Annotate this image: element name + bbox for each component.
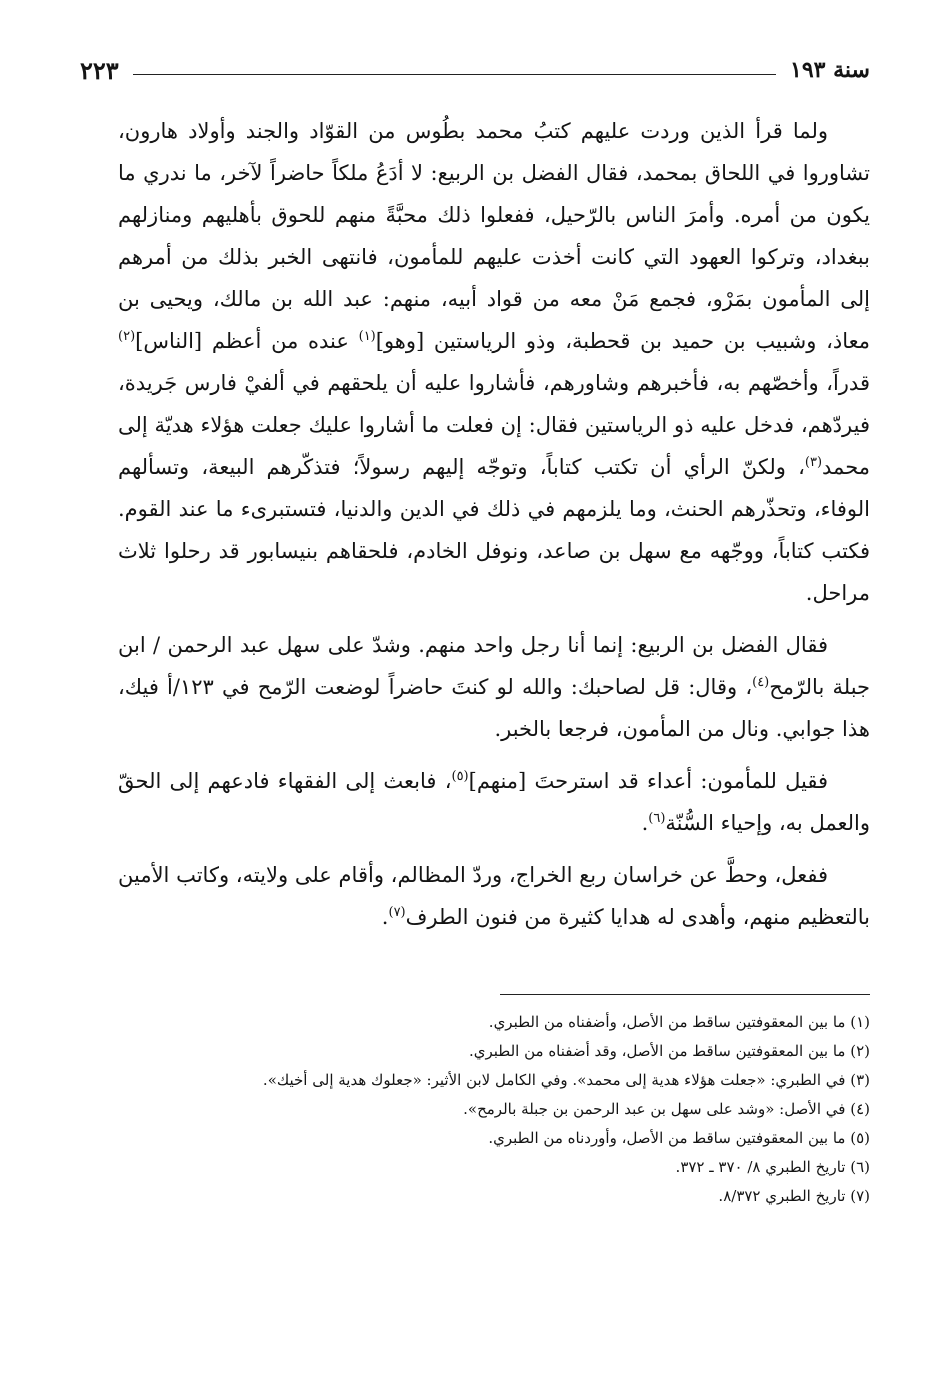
text-segment: عنده من أعظم [الناس] (135, 329, 349, 353)
footnote-3: (٣) في الطبري: «جعلت هؤلاء هدية إلى محمد». وفي الكامل لابن الأثير: «جعلوك هدية إلى أخيك». (262, 1071, 870, 1089)
main-text (118, 110, 870, 938)
text-segment: ، فابعث إلى الفقهاء فادعهم إلى الحقّ والعمل به، وإحياء السُّنّة (118, 769, 870, 835)
text-segment: . (641, 811, 649, 835)
footnote-5: (٥) ما بين المعقوفتين ساقط من الأصل، وأوردناه من الطبري. (488, 1129, 870, 1147)
running-header (80, 50, 870, 90)
text-segment: قدراً، وأخصّهم به، فأخبرهم وشاورهم، فأشاروا عليه أن يلحقهم في ألفيْ فارس جَريدة، فيردّهم، فدخل عليه ذو الرياستين فقال: إن فعلت ما أشاروا عليك جعلت هؤلاء هديّة إلى محمد (118, 371, 870, 479)
header-rule (133, 74, 776, 75)
footnote-rule (500, 994, 870, 995)
footnotes (160, 1008, 870, 1211)
text-segment: . (381, 905, 389, 929)
note-mark: (٦) (648, 811, 666, 826)
text-segment: ، ولكنّ الرأي أن تكتب كتاباً، وتوجّه إليهم رسولاً؛ فتذكّرهم البيعة، وتسألهم الوفاء، وتحذّرهم الحنث، وما يلزمهم في ذلك في الدين والدنيا، فتستبرىء ما عند القوم. فكتب كتاباً، ووجّهه مع سهل بن صاعد، ونوفل الخادم، فلحقاهم بنيسابور قد رحلوا ثلاث مراحل. (118, 455, 870, 605)
note-mark: (٥) (451, 769, 469, 784)
paragraph-4 (118, 854, 870, 938)
paragraph-1 (118, 110, 870, 614)
footnote-6: (٦) تاريخ الطبري ٨/ ٣٧٠ ـ ٣٧٢. (675, 1158, 870, 1176)
footnote-4: (٤) في الأصل: «وشد على سهل بن عبد الرحمن بن جبلة بالرمح». (463, 1100, 870, 1118)
paragraph-3 (118, 760, 870, 844)
footnote-7: (٧) تاريخ الطبري ٨/٣٧٢. (718, 1187, 870, 1205)
text-segment: ولما قرأ الذين وردت عليهم كتبُ محمد بطُوس من القوّاد والجند وأولاد هارون، تشاوروا في اللحاق بمحمد، فقال الفضل بن الربيع: لا أدَعُ ملكاً حاضراً لآخر، ما ندري ما يكون من أمره. وأمرَ الناس بالرّحيل، ففعلوا ذلك محبَّةً منهم للحوق بأهليهم ومنازلهم ببغداد، وتركوا العهود التي كانت أخذت عليهم للمأمون، فانتهى الخبر بذلك من أمرهم إلى المأمون بمَرْو، فجمع مَنْ معه من قواد أبيه، منهم: عبد الله بن مالك، ويحيى بن معاذ، وشبيب بن حميد بن قحطبة، وذو الرياستين [وهو] (118, 119, 870, 353)
footnote-2: (٢) ما بين المعقوفتين ساقط من الأصل، وقد أضفناه من الطبري. (468, 1042, 870, 1060)
note-mark: (١) (358, 329, 376, 344)
text-segment: فقيل للمأمون: أعداء قد استرحتَ [منهم] (468, 769, 828, 793)
note-mark: (٤) (752, 675, 770, 690)
page-number: ٢٢٣ (80, 55, 119, 85)
paragraph-2 (118, 624, 870, 750)
footnote-1: (١) ما بين المعقوفتين ساقط من الأصل، وأضفناه من الطبري. (488, 1013, 870, 1031)
running-head-year: سنة ١٩٣ (790, 57, 870, 83)
text-segment: ففعل، وحطَّ عن خراسان ربع الخراج، وردّ المظالم، وأقام على ولايته، وكاتب الأمين بالتعظيم منهم، وأهدى له هدايا كثيرة من فنون الطرف (118, 863, 870, 929)
text-segment: فقال الفضل بن الربيع: إنما أنا رجل واحد منهم. وشدّ على سهل عبد الرحمن / ابن جبلة بالرّمح (118, 633, 871, 699)
text-segment: ، وقال: قل لصاحبك: والله لو كنتَ حاضراً لوضعت الرّمح في ١٢٣/أ فيك، هذا جوابي. ونال من المأمون، فرجعا بالخبر. (118, 675, 870, 741)
note-mark: (٧) (388, 905, 406, 920)
note-mark: (٣) (804, 455, 823, 470)
note-mark: (٢) (118, 329, 136, 344)
